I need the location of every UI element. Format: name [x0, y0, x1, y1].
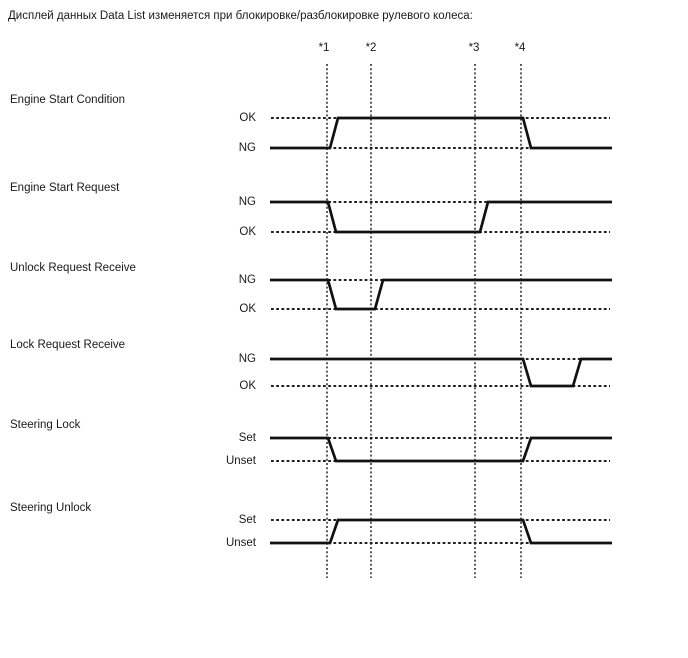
marker-label: *3	[468, 42, 480, 54]
page-title: Дисплей данных Data List изменяется при блокировке/разблокировке рулевого колеса:	[8, 10, 473, 22]
signal-title: Unlock Request Receive	[10, 262, 136, 274]
signal-title: Lock Request Receive	[10, 339, 126, 351]
level-label: Unset	[225, 537, 256, 549]
level-label: NG	[238, 353, 256, 365]
level-label: Unset	[225, 455, 256, 467]
signal-title: Engine Start Condition	[10, 94, 126, 106]
level-label: NG	[238, 196, 256, 208]
level-label: OK	[239, 303, 256, 315]
level-label: NG	[238, 142, 256, 154]
level-label: OK	[239, 112, 256, 124]
signal-title: Engine Start Request	[10, 182, 120, 194]
level-label: Set	[238, 432, 256, 444]
marker-label: *4	[514, 42, 526, 54]
signal-title: Steering Lock	[10, 419, 81, 431]
marker-label: *2	[365, 42, 377, 54]
level-label: NG	[238, 274, 256, 286]
marker-label: *1	[318, 42, 330, 54]
level-label: OK	[239, 380, 256, 392]
level-label: Set	[238, 514, 256, 526]
level-label: OK	[239, 226, 256, 238]
signal-title: Steering Unlock	[10, 502, 92, 514]
